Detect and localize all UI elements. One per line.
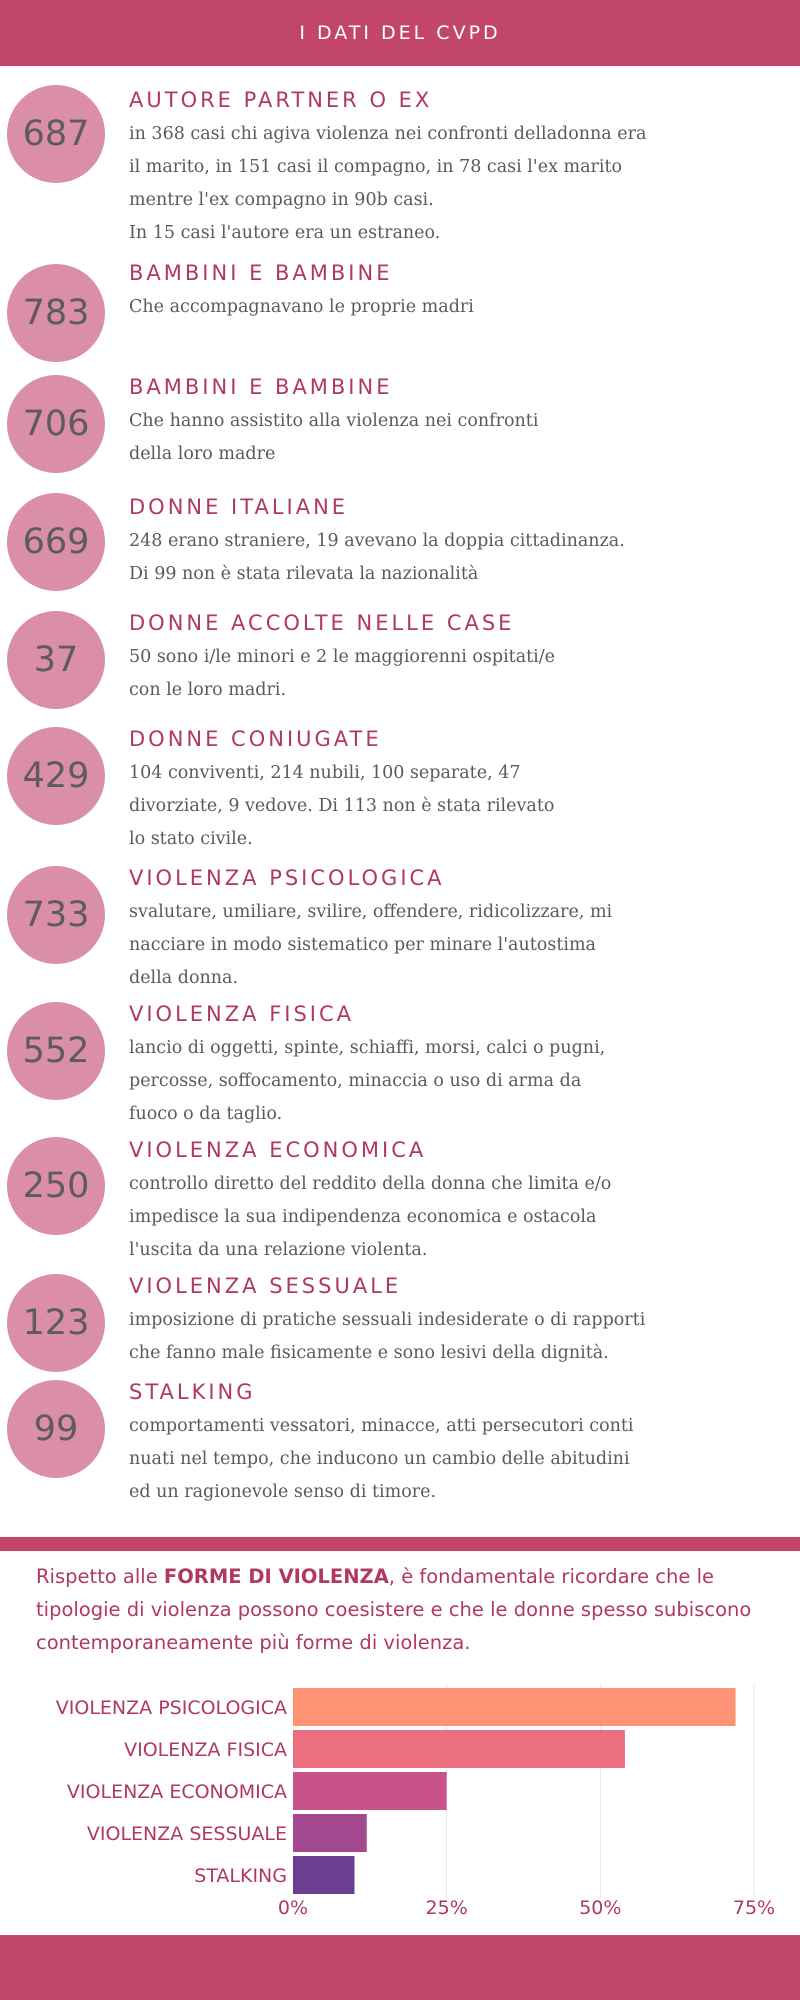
note-text-start: Rispetto alle — [36, 1565, 164, 1588]
footer-banner — [0, 1935, 800, 2000]
note-text-end: , è fondamentale ricordare che le tipologie di violenza possono coesistere e che le donne spesso subiscono contemporaneamente più forme di violenza. — [36, 1565, 752, 1654]
violence-forms-chart — [0, 1670, 800, 1920]
stat-title: VIOLENZA FISICA — [129, 1002, 355, 1026]
x-tick-label: 75% — [732, 1897, 776, 1919]
stat-title: VIOLENZA PSICOLOGICA — [129, 866, 445, 890]
stat-description: 248 erano straniere, 19 avevano la doppia cittadinanza. Di 99 non è stata rilevata la nazionalità — [129, 531, 625, 584]
stat-number: 250 — [22, 1166, 90, 1206]
stat-description: 50 sono i/le minori e 2 le maggiorenni ospitati/e con le loro madri. — [129, 647, 556, 700]
stat-circle — [7, 866, 105, 964]
stat-description: lancio di oggetti, spinte, schiaffi, morsi, calci o pugni, percosse, soffocamento, minaccia o uso di arma da fuoco o da taglio. — [129, 1038, 606, 1124]
stat-number: 783 — [22, 293, 90, 333]
bar-violenza-fisica — [293, 1730, 625, 1768]
stat-number: 429 — [22, 756, 90, 796]
stat-circle — [7, 611, 105, 709]
stat-circle — [7, 493, 105, 591]
stat-title: VIOLENZA ECONOMICA — [129, 1138, 427, 1162]
x-tick-label: 50% — [579, 1897, 622, 1919]
stat-title: DONNE ACCOLTE NELLE CASE — [129, 611, 515, 635]
bar-violenza-psicologica — [293, 1688, 736, 1726]
stat-description: Che hanno assistito alla violenza nei confronti della loro madre — [129, 411, 539, 464]
stat-number: 669 — [22, 522, 90, 562]
stat-description: in 368 casi chi agiva violenza nei confronti delladonna era il marito, in 151 casi il compagno, in 78 casi l'ex marito mentre l'ex compagno in 90b casi. In 15 casi l'autore era un estraneo. — [129, 124, 647, 243]
stat-circle — [7, 85, 105, 183]
stat-title: BAMBINI E BAMBINE — [129, 261, 393, 285]
stat-circle — [7, 1002, 105, 1100]
stat-number: 687 — [22, 114, 90, 154]
bar-stalking — [293, 1856, 354, 1894]
bar-violenza-economica — [293, 1772, 447, 1810]
x-tick-label: 25% — [425, 1897, 468, 1919]
stat-description: controllo diretto del reddito della donna che limita e/o impedisce la sua indipendenza economica e ostacola l'uscita da una relazione violenta. — [129, 1174, 612, 1260]
stat-circle — [7, 264, 105, 362]
stat-number: 37 — [33, 640, 79, 680]
stat-title: VIOLENZA SESSUALE — [129, 1274, 402, 1298]
category-label: VIOLENZA SESSUALE — [86, 1823, 287, 1845]
stat-circle — [7, 375, 105, 473]
stat-number: 552 — [22, 1031, 90, 1071]
stat-number: 99 — [33, 1409, 79, 1449]
stat-title: BAMBINI E BAMBINE — [129, 375, 393, 399]
stat-circle — [7, 727, 105, 825]
stat-number: 706 — [22, 404, 90, 444]
stat-description: 104 conviventi, 214 nubili, 100 separate, 47 divorziate, 9 vedove. Di 113 non è stata rilevato lo stato civile. — [129, 763, 555, 849]
category-label: VIOLENZA ECONOMICA — [66, 1781, 287, 1803]
violence-forms-note — [36, 1560, 796, 1659]
stat-title: DONNE ITALIANE — [129, 495, 349, 519]
category-label: VIOLENZA PSICOLOGICA — [55, 1697, 287, 1719]
stat-title: STALKING — [129, 1380, 256, 1404]
category-label: VIOLENZA FISICA — [124, 1739, 287, 1761]
stat-number: 123 — [22, 1303, 90, 1343]
header-banner — [0, 0, 800, 66]
stat-circle — [7, 1137, 105, 1235]
stat-description: Che accompagnavano le proprie madri — [129, 297, 474, 317]
stat-title: AUTORE PARTNER O EX — [129, 88, 433, 112]
section-divider — [0, 1537, 800, 1551]
page-title: I DATI DEL CVPD — [299, 22, 501, 44]
stat-description: imposizione di pratiche sessuali indesiderate o di rapporti che fanno male fisicamente e sono lesivi della dignità. — [129, 1310, 646, 1363]
x-tick-label: 0% — [277, 1897, 309, 1919]
stat-number: 733 — [22, 895, 90, 935]
stat-title: DONNE CONIUGATE — [129, 727, 382, 751]
note-text-bold: FORME DI VIOLENZA — [163, 1565, 389, 1588]
bar-violenza-sessuale — [293, 1814, 367, 1852]
category-label: STALKING — [194, 1865, 287, 1887]
stat-circle — [7, 1274, 105, 1372]
stat-circle — [7, 1380, 105, 1478]
stat-description: comportamenti vessatori, minacce, atti persecutori conti nuati nel tempo, che inducono un cambio delle abitudini ed un ragionevole senso di timore. — [129, 1416, 634, 1502]
stat-description: svalutare, umiliare, svilire, offendere, ridicolizzare, mi nacciare in modo sistematico per minare l'autostima della donna. — [129, 902, 613, 988]
